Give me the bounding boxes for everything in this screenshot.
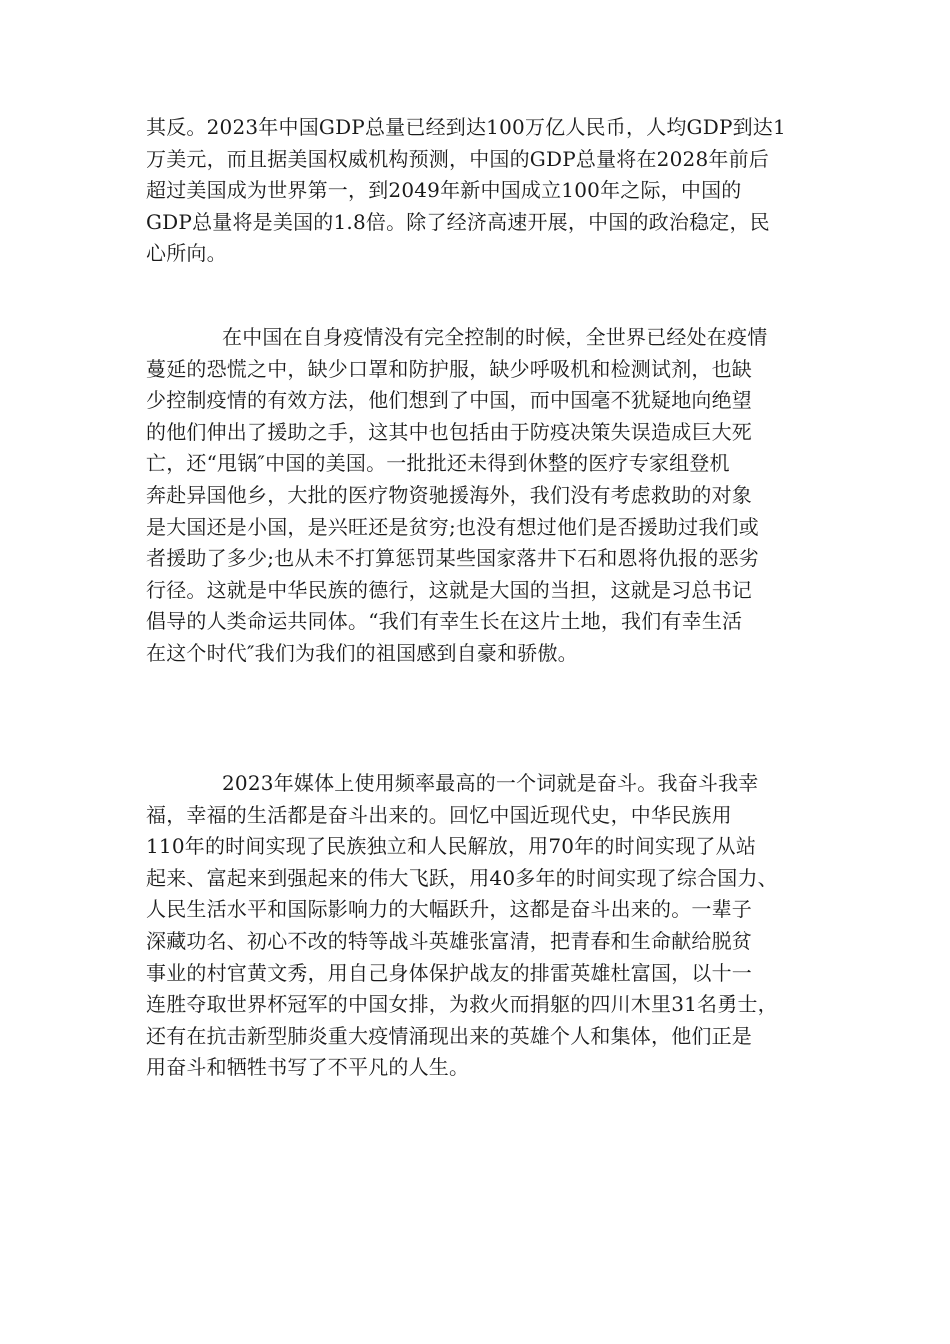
text-line: 亡，还“甩锅″中国的美国。一批批还未得到休整的医疗专家组登机 xyxy=(146,451,730,476)
text-line: 事业的村官黄文秀，用自己身体保护战友的排雷英雄杜富国，以十一 xyxy=(146,960,752,985)
text-line: 用奋斗和牺牲书写了不平凡的人生。 xyxy=(146,1055,470,1080)
text-line: 超过美国成为世界第一，到2049年新中国成立100年之际，中国的 xyxy=(146,178,742,203)
text-line: 起来、富起来到强起来的伟大飞跃，用40多年的时间实现了综合国力、 xyxy=(146,865,778,890)
text-line: 奔赴异国他乡，大批的医疗物资驰援海外，我们没有考虑救助的对象 xyxy=(146,482,752,507)
text-line: 蔓延的恐慌之中，缺少口罩和防护服，缺少呼吸机和检测试剂，也缺 xyxy=(146,356,752,381)
text-line: 连胜夺取世界杯冠军的中国女排，为救火而捐躯的四川木里31名勇士， xyxy=(146,992,778,1017)
text-line: 行径。这就是中华民族的德行，这就是大国的当担，这就是习总书记 xyxy=(146,577,752,602)
text-line: 2023年媒体上使用频率最高的一个词就是奋斗。我奋斗我幸 xyxy=(222,771,759,795)
text-line: GDP总量将是美国的1.8倍。除了经济高速开展，中国的政治稳定，民 xyxy=(146,209,770,234)
text-line: 其反。2023年中国GDP总量已经到达100万亿人民币，人均GDP到达1 xyxy=(146,115,786,139)
text-line: 110年的时间实现了民族独立和人民解放，用70年的时间实现了从站 xyxy=(146,834,757,859)
text-line: 心所向。 xyxy=(146,241,227,266)
text-line: 倡导的人类命运共同体。“我们有幸生长在这片土地，我们有幸生活 xyxy=(146,609,743,634)
text-line: 是大国还是小国，是兴旺还是贫穷;也没有想过他们是否援助过我们或 xyxy=(146,514,759,539)
text-line: 在这个时代″我们为我们的祖国感到自豪和骄傲。 xyxy=(146,640,578,665)
paragraph-pandemic-aid xyxy=(146,322,816,670)
text-line: 深藏功名、初心不改的特等战斗英雄张富清，把青春和生命献给脱贫 xyxy=(146,928,752,953)
text-line: 在中国在自身疫情没有完全控制的时候，全世界已经处在疫情 xyxy=(222,325,768,349)
text-line: 万美元，而且据美国权威机构预测，中国的GDP总量将在2028年前后 xyxy=(146,146,769,171)
text-line: 人民生活水平和国际影响力的大幅跃升，这都是奋斗出来的。一辈子 xyxy=(146,897,752,922)
text-line: 的他们伸出了援助之手，这其中也包括由于防疫决策失误造成巨大死 xyxy=(146,419,752,444)
text-line: 福，幸福的生活都是奋斗出来的。回忆中国近现代史，中华民族用 xyxy=(146,802,732,827)
paragraph-economy xyxy=(146,112,816,270)
paragraph-struggle xyxy=(146,768,816,1084)
text-line: 还有在抗击新型肺炎重大疫情涌现出来的英雄个人和集体，他们正是 xyxy=(146,1023,752,1048)
text-line: 少控制疫情的有效方法，他们想到了中国，而中国毫不犹疑地向绝望 xyxy=(146,388,752,413)
text-line: 者援助了多少;也从未不打算惩罚某些国家落井下石和恩将仇报的恶劣 xyxy=(146,546,759,571)
